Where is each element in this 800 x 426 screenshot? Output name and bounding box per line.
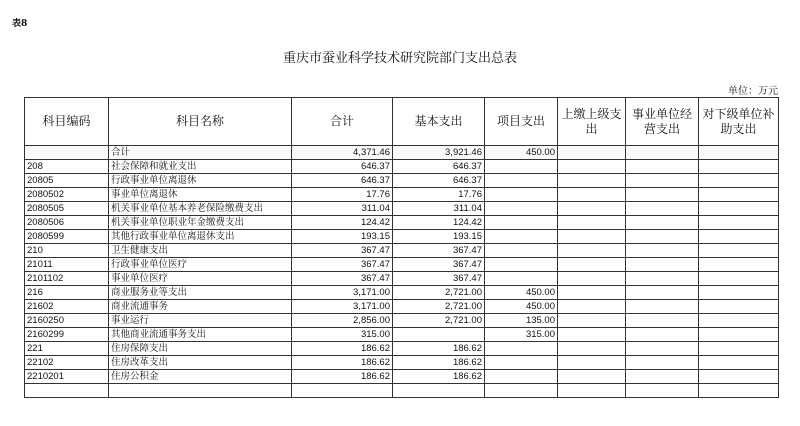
cell-remit-upper [558,370,626,384]
table-row [25,272,779,286]
cell-code: 2210201 [25,370,109,384]
cell-subsidy-lower [699,370,779,384]
cell-total: 367.47 [292,272,393,286]
cell-remit-upper [558,202,626,216]
cell-business-ops [626,370,699,384]
cell-code: 2080599 [25,230,109,244]
cell-business-ops [626,174,699,188]
cell-basic: 646.37 [393,160,485,174]
cell-subsidy-lower [699,174,779,188]
cell-total: 315.00 [292,328,393,342]
cell-subsidy-lower [699,272,779,286]
cell-business-ops [626,314,699,328]
cell-remit-upper [558,174,626,188]
table-row [25,202,779,216]
table-row [25,146,779,160]
cell-total: 311.04 [292,202,393,216]
cell-project [485,356,558,370]
cell-name: 卫生健康支出 [109,244,292,258]
cell-subsidy-lower [699,202,779,216]
cell-remit-upper [558,314,626,328]
cell-name: 事业单位医疗 [109,272,292,286]
cell-basic: 3,921.46 [393,146,485,160]
cell-remit-upper [558,244,626,258]
cell-project: 450.00 [485,146,558,160]
header-code: 科目编码 [25,98,109,146]
cell-basic: 17.76 [393,188,485,202]
cell-total: 186.62 [292,370,393,384]
header-subsidy-lower: 对下级单位补助支出 [699,98,779,146]
cell-remit-upper [558,188,626,202]
cell-code: 20805 [25,174,109,188]
cell-project [485,188,558,202]
table-row [25,286,779,300]
table-row [25,244,779,258]
cell-project [485,272,558,286]
table-body [25,146,779,398]
cell-subsidy-lower [699,356,779,370]
table-header-row [25,98,779,146]
table-row [25,230,779,244]
cell-project [485,160,558,174]
cell-total: 3,171.00 [292,286,393,300]
cell-name [109,384,292,398]
cell-subsidy-lower [699,146,779,160]
cell-name: 机关事业单位基本养老保险缴费支出 [109,202,292,216]
cell-subsidy-lower [699,384,779,398]
table-row [25,314,779,328]
cell-name: 住房保障支出 [109,342,292,356]
cell-name: 住房改革支出 [109,356,292,370]
cell-remit-upper [558,356,626,370]
header-remit-upper: 上缴上级支出 [558,98,626,146]
table-row [25,370,779,384]
header-total: 合计 [292,98,393,146]
cell-name: 行政事业单位离退休 [109,174,292,188]
cell-code: 2160250 [25,314,109,328]
cell-subsidy-lower [699,244,779,258]
cell-basic: 311.04 [393,202,485,216]
cell-basic [393,384,485,398]
table-row [25,160,779,174]
table-row [25,174,779,188]
cell-project [485,202,558,216]
cell-project: 450.00 [485,286,558,300]
table-row [25,328,779,342]
table-row [25,356,779,370]
table-row [25,216,779,230]
cell-name: 商业流通事务 [109,300,292,314]
cell-business-ops [626,272,699,286]
header-project: 项目支出 [485,98,558,146]
cell-name: 商业服务业等支出 [109,286,292,300]
cell-business-ops [626,244,699,258]
cell-remit-upper [558,342,626,356]
page-title: 重庆市蚕业科学技术研究院部门支出总表 [282,51,517,66]
cell-total: 4,371.46 [292,146,393,160]
cell-code [25,146,109,160]
cell-total: 367.47 [292,258,393,272]
cell-name: 其他行政事业单位离退休支出 [109,230,292,244]
cell-project [485,216,558,230]
cell-basic: 367.47 [393,244,485,258]
cell-code: 21011 [25,258,109,272]
cell-name: 社会保障和就业支出 [109,160,292,174]
cell-total: 646.37 [292,174,393,188]
cell-subsidy-lower [699,216,779,230]
table-row [25,342,779,356]
cell-code: 2080502 [25,188,109,202]
cell-subsidy-lower [699,258,779,272]
cell-business-ops [626,146,699,160]
cell-basic: 124.42 [393,216,485,230]
unit-label: 单位：万元 [728,86,778,97]
cell-remit-upper [558,258,626,272]
cell-remit-upper [558,160,626,174]
cell-code: 210 [25,244,109,258]
cell-code: 208 [25,160,109,174]
cell-code: 21602 [25,300,109,314]
cell-basic: 186.62 [393,370,485,384]
cell-subsidy-lower [699,328,779,342]
expenditure-table [24,97,779,398]
cell-remit-upper [558,328,626,342]
cell-basic: 2,721.00 [393,314,485,328]
cell-total: 186.62 [292,342,393,356]
cell-remit-upper [558,286,626,300]
cell-subsidy-lower [699,188,779,202]
cell-basic: 186.62 [393,342,485,356]
cell-total: 186.62 [292,356,393,370]
cell-name: 其他商业流通事务支出 [109,328,292,342]
cell-remit-upper [558,384,626,398]
cell-code: 2160299 [25,328,109,342]
cell-name: 行政事业单位医疗 [109,258,292,272]
cell-name: 合计 [109,146,292,160]
cell-subsidy-lower [699,300,779,314]
table-row [25,188,779,202]
cell-remit-upper [558,272,626,286]
cell-business-ops [626,384,699,398]
cell-total: 2,856.00 [292,314,393,328]
cell-business-ops [626,258,699,272]
cell-business-ops [626,328,699,342]
cell-name: 事业运行 [109,314,292,328]
cell-remit-upper [558,230,626,244]
cell-code: 2080505 [25,202,109,216]
table-row [25,258,779,272]
cell-basic: 186.62 [393,356,485,370]
cell-code: 216 [25,286,109,300]
cell-basic: 193.15 [393,230,485,244]
header-basic: 基本支出 [393,98,485,146]
cell-basic: 646.37 [393,174,485,188]
cell-code: 221 [25,342,109,356]
cell-business-ops [626,230,699,244]
cell-project [485,384,558,398]
cell-name: 住房公积金 [109,370,292,384]
cell-basic: 367.47 [393,272,485,286]
cell-code: 2101102 [25,272,109,286]
cell-business-ops [626,216,699,230]
cell-subsidy-lower [699,342,779,356]
cell-remit-upper [558,300,626,314]
cell-total: 193.15 [292,230,393,244]
cell-business-ops [626,160,699,174]
cell-code: 22102 [25,356,109,370]
table-row [25,384,779,398]
cell-code: 2080506 [25,216,109,230]
cell-project: 315.00 [485,328,558,342]
cell-project [485,174,558,188]
cell-basic: 367.47 [393,258,485,272]
cell-project [485,342,558,356]
cell-subsidy-lower [699,230,779,244]
cell-code [25,384,109,398]
cell-subsidy-lower [699,160,779,174]
cell-basic [393,328,485,342]
cell-project [485,244,558,258]
table-number-label: 表8 [12,19,28,29]
cell-project [485,230,558,244]
cell-total: 646.37 [292,160,393,174]
cell-business-ops [626,188,699,202]
cell-name: 机关事业单位职业年金缴费支出 [109,216,292,230]
cell-total: 3,171.00 [292,300,393,314]
cell-subsidy-lower [699,286,779,300]
cell-business-ops [626,300,699,314]
cell-total: 124.42 [292,216,393,230]
cell-total [292,384,393,398]
cell-business-ops [626,202,699,216]
cell-basic: 2,721.00 [393,300,485,314]
table-row [25,300,779,314]
cell-project: 450.00 [485,300,558,314]
cell-business-ops [626,356,699,370]
cell-business-ops [626,286,699,300]
header-business-ops: 事业单位经营支出 [626,98,699,146]
cell-name: 事业单位离退休 [109,188,292,202]
header-name: 科目名称 [109,98,292,146]
cell-project [485,370,558,384]
cell-project [485,258,558,272]
cell-project: 135.00 [485,314,558,328]
cell-total: 17.76 [292,188,393,202]
cell-business-ops [626,342,699,356]
cell-total: 367.47 [292,244,393,258]
cell-basic: 2,721.00 [393,286,485,300]
cell-subsidy-lower [699,314,779,328]
cell-remit-upper [558,216,626,230]
cell-remit-upper [558,146,626,160]
